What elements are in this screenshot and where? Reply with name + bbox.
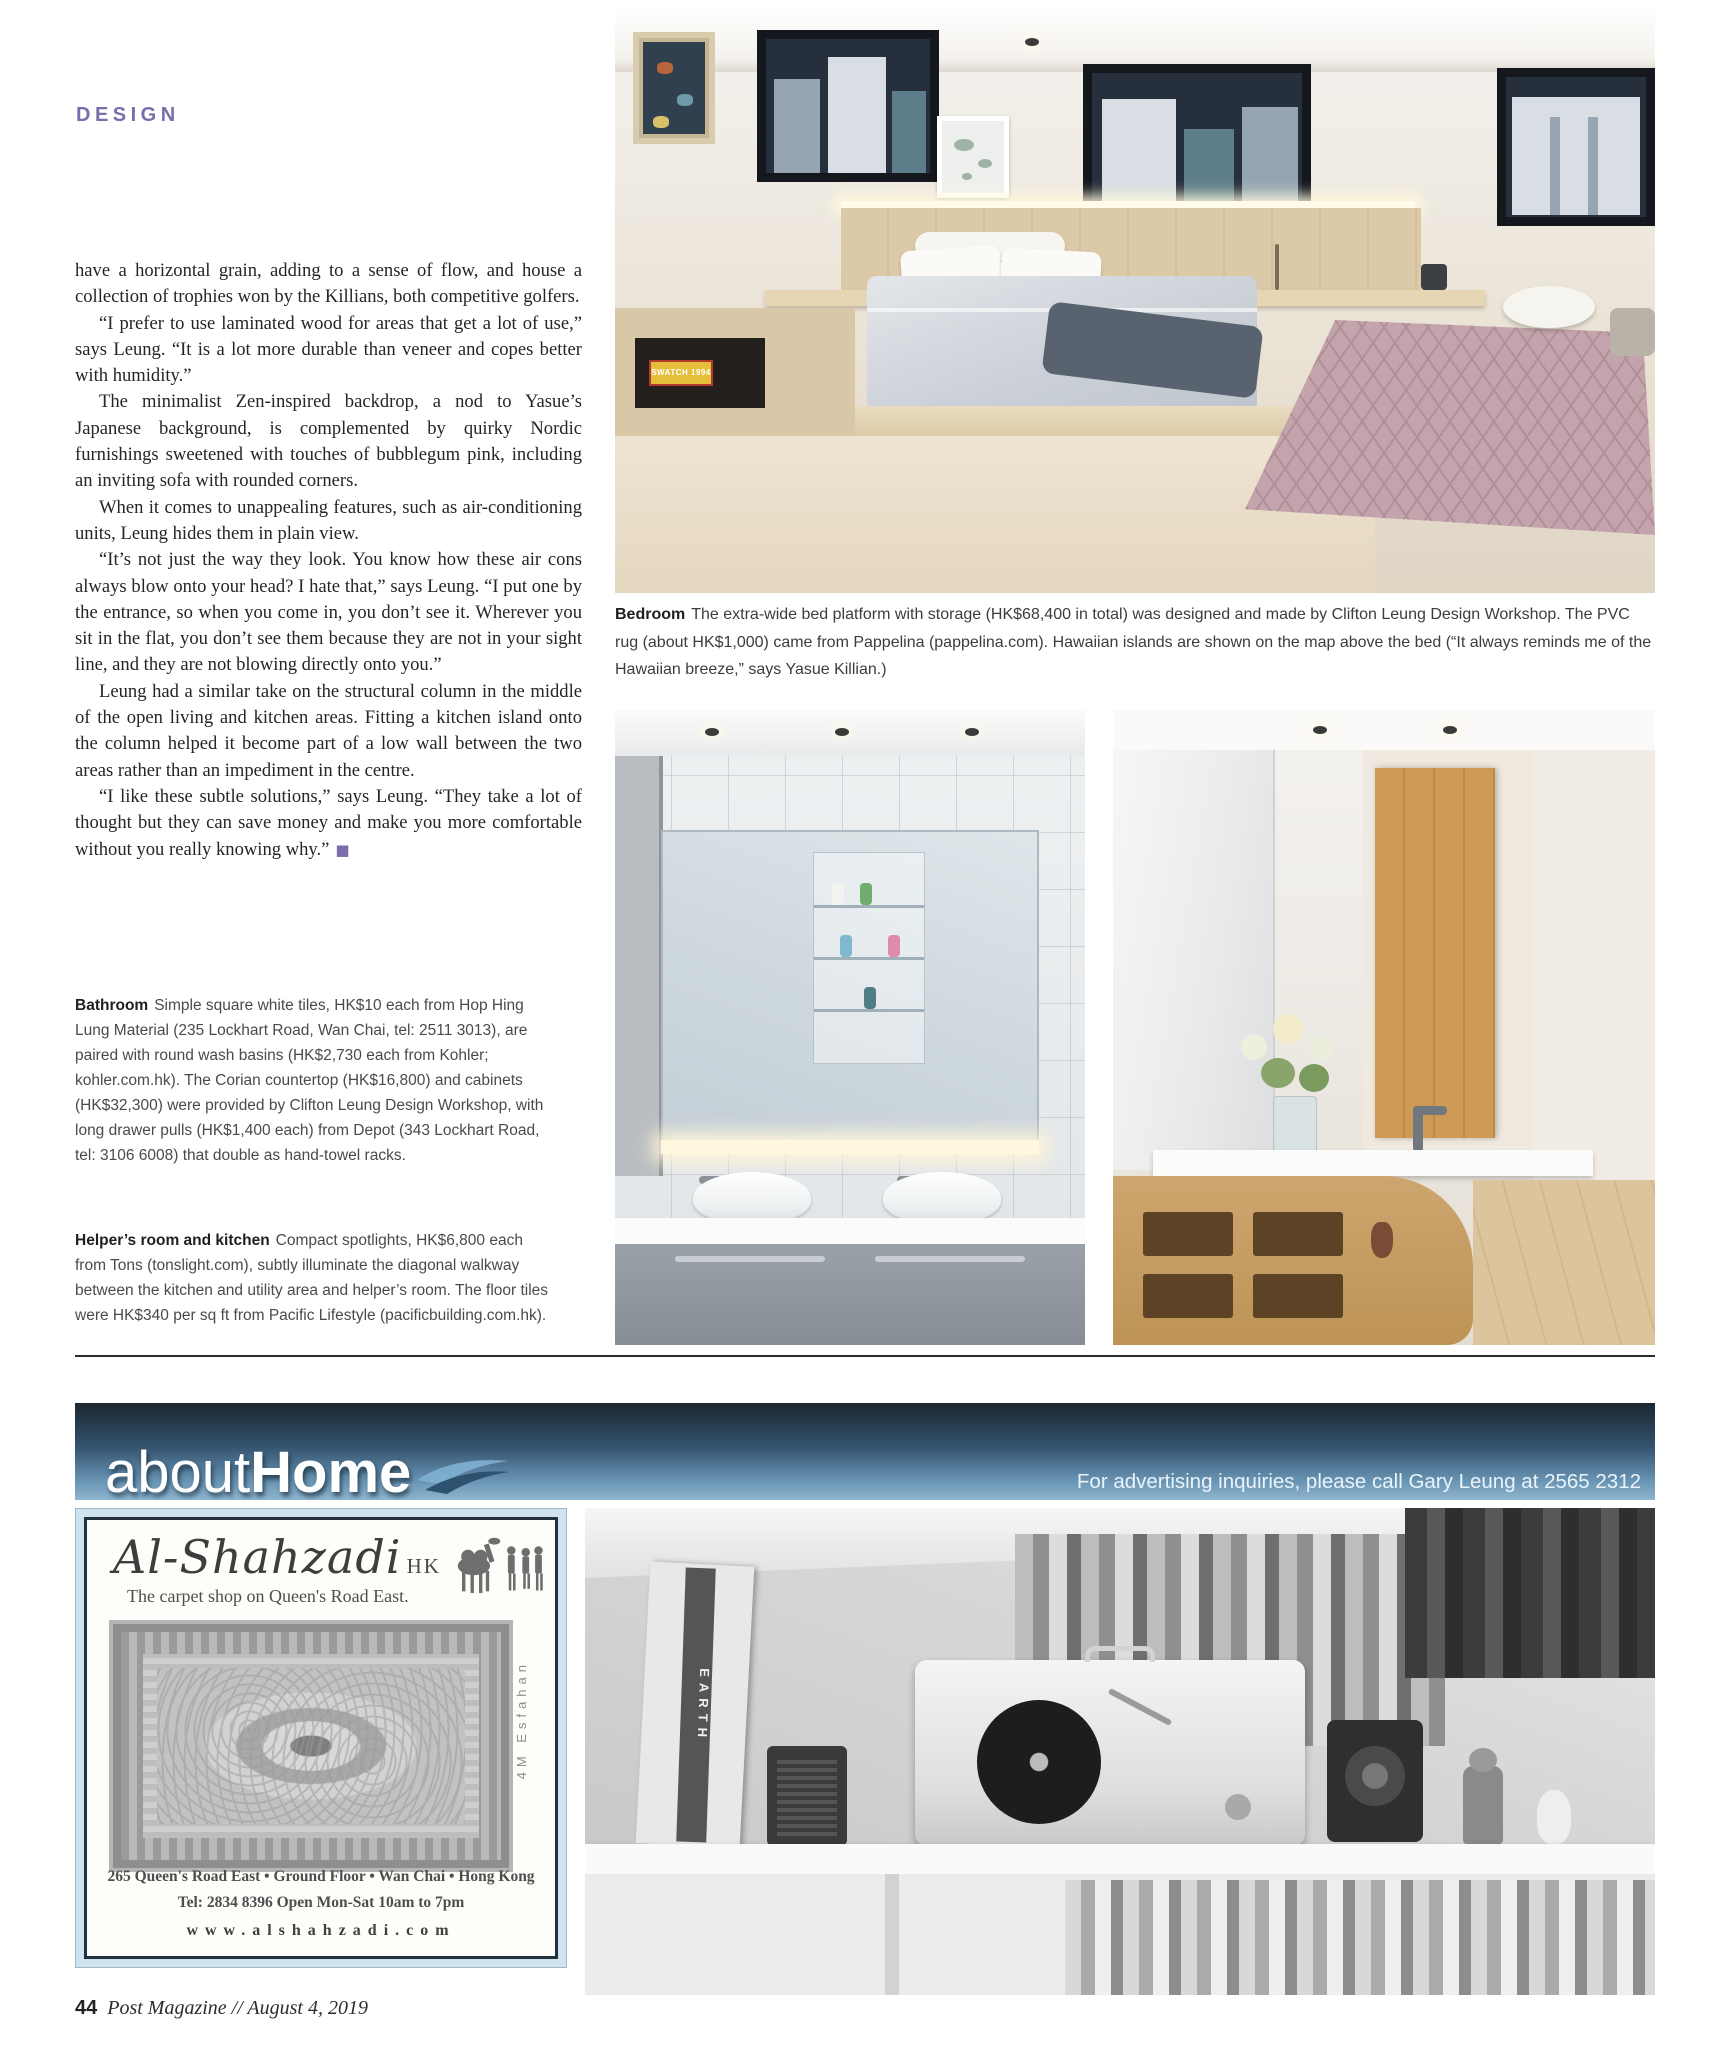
twig-vase — [1275, 244, 1279, 290]
page-number: 44 — [75, 1997, 98, 2019]
article-paragraph-text: “I like these subtle solutions,” says Leung. “They take a lot of thought but they can save money and make you more comfortable without you really knowing why.” — [75, 785, 582, 860]
floor-cushion — [1610, 308, 1655, 356]
shelf-nook — [1143, 1212, 1233, 1256]
flower — [1273, 1014, 1303, 1044]
map-artwork — [937, 116, 1009, 198]
abouthome-banner — [75, 1403, 1655, 1505]
leaves — [1299, 1064, 1329, 1092]
glass-shelf — [814, 957, 924, 960]
building — [1512, 97, 1640, 215]
record-player-photo — [585, 1508, 1655, 1995]
bedroom-caption-text: The extra-wide bed platform with storage (HK$68,400 in total) was designed and made by Clifton Leung Design Workshop. The PVC rug (about HK$1,000) came from Pappelina (pappelina.com). Hawaiian islands are shown on the map above the bed (“It always reminds me of the Hawaiian breeze,” says Yasue Killian.) — [615, 606, 1652, 678]
ceiling — [1113, 710, 1655, 750]
book-spine-label: EARTH — [676, 1568, 716, 1843]
ceiling-light — [705, 728, 719, 736]
carpet-size-label: 4M Esfahan — [514, 1660, 529, 1780]
record-player-handle — [1085, 1646, 1155, 1662]
building — [828, 57, 886, 173]
ad-website: www.alshahzadi.com — [186, 1922, 456, 1939]
ad-address: 265 Queen's Road East • Ground Floor • Wan Chai • Hong Kong — [107, 1868, 535, 1885]
building — [892, 91, 926, 173]
swoosh-icon — [415, 1452, 511, 1496]
page-footer — [75, 1997, 368, 2020]
building — [1588, 117, 1598, 215]
bathroom-photo — [615, 710, 1085, 1345]
advertising-inquiry-text: For advertising inquiries, please call Gary Leung at 2565 2312 — [1076, 1470, 1641, 1493]
cat-figurine — [1537, 1790, 1571, 1844]
ad-brand-name: Al-Shahzadi — [113, 1530, 402, 1584]
vanity-cabinet — [615, 1244, 1085, 1345]
flower — [1309, 1036, 1333, 1060]
window — [757, 30, 939, 182]
dark-books-corner — [1405, 1508, 1655, 1678]
article-paragraph: Leung had a similar take on the structural column in the middle of the open living and kitchen areas. Fitting a kitchen island onto the column helped it become part of a low wall between the two areas rather than an impediment in the centre. — [75, 680, 582, 781]
publication-date: Post Magazine // August 4, 2019 — [107, 1997, 368, 2019]
rug-pattern — [1245, 320, 1655, 535]
article-paragraph: When it comes to unappealing features, such as air-conditioning units, Leung hides them in plain view. — [75, 496, 582, 544]
glass-shelf — [814, 905, 924, 908]
drawer-pull — [875, 1256, 1025, 1262]
leaves — [1261, 1058, 1295, 1088]
shelf-board — [585, 1844, 1655, 1874]
shelf-nook — [1253, 1274, 1343, 1318]
ad-brand — [113, 1530, 441, 1584]
speaker-cone — [1345, 1746, 1405, 1806]
bathroom-caption-text: Simple square white tiles, HK$10 each from Hop Hing Lung Material (235 Lockhart Road, Wan Chai, tel: 2511 3013), are paired with round wash basins (HK$2,730 each from Kohler; kohler.com.hk). The Corian countertop (HK$16,800) and cabinets (HK$32,300) were provided by Clifton Leung Design Workshop, with long drawer pulls (HK$1,400 each) from Depot (343 Lockhart Road, tel: 3106 6008) that double as hand-towel racks. — [75, 997, 544, 1164]
abouthome-logo-bold: Home — [250, 1440, 412, 1505]
island-countertop — [1153, 1150, 1593, 1176]
carpet-texture — [157, 1668, 465, 1824]
vinyl-record — [977, 1700, 1101, 1824]
article-end-mark-icon: ■ — [335, 840, 350, 859]
bedroom-photo — [615, 8, 1655, 593]
artwork-detail — [677, 94, 693, 106]
drawer-pull — [675, 1256, 825, 1262]
wood-floor — [1473, 1180, 1655, 1345]
ad-tagline: The carpet shop on Queen's Road East. — [127, 1586, 409, 1606]
camel-and-figures-icon — [445, 1526, 547, 1604]
swatch-box: SWATCH 1994 — [649, 360, 713, 386]
section-label: DESIGN — [76, 104, 180, 126]
al-shahzadi-ad — [75, 1508, 567, 1968]
ceiling-light — [1313, 726, 1327, 734]
speaker-grille — [777, 1756, 837, 1836]
ad-phone-hours: Tel: 2834 8396 Open Mon-Sat 10am to 7pm — [177, 1894, 465, 1911]
carpet-image — [109, 1620, 513, 1872]
framed-artwork — [633, 32, 715, 144]
article-paragraph: have a horizontal grain, adding to a sense of flow, and house a collection of trophies won by the Killians, both competitive golfers. — [75, 260, 582, 308]
bathroom-caption-label: Bathroom — [75, 997, 149, 1014]
right-wall — [1533, 750, 1655, 1180]
map-island — [954, 139, 974, 151]
building — [1184, 129, 1234, 207]
helpers-room-caption-label: Helper’s room and kitchen — [75, 1232, 270, 1249]
mirror — [661, 830, 1039, 1142]
shelf-nook — [1143, 1274, 1233, 1318]
ceiling-light — [1025, 38, 1039, 46]
flower — [1241, 1034, 1267, 1060]
helpers-room-caption — [75, 1228, 553, 1328]
article-paragraph: “It’s not just the way they look. You know how these air cons always blow onto your head? I hate that,” says Leung. “I put one by the entrance, so when you come in, you don’t see it. Wherever you sit in the flat, you don’t see them because they are not in your sight line, and they are not blowing directly onto you.” — [75, 549, 582, 676]
platform-front — [615, 436, 1375, 593]
curved-wood-island — [1113, 1176, 1473, 1345]
speaker-right — [1327, 1720, 1423, 1842]
glass-shelf — [814, 1009, 924, 1012]
ceiling-light — [1443, 726, 1457, 734]
artwork-canvas — [643, 42, 705, 134]
article-paragraph — [75, 784, 582, 863]
glass-vase — [1273, 1096, 1317, 1156]
building — [1242, 107, 1298, 207]
abouthome-logo-light: about — [105, 1440, 251, 1505]
pvc-rug — [1245, 320, 1655, 535]
bedroom-caption-label: Bedroom — [615, 606, 686, 623]
bedside-clock — [1421, 264, 1447, 290]
window — [1083, 64, 1311, 216]
ad-brand-suffix: HK — [406, 1554, 441, 1578]
window — [1497, 68, 1655, 226]
kitchen-photo — [1113, 710, 1655, 1345]
article-body — [75, 258, 582, 863]
door-edge — [615, 756, 663, 1176]
shelf-nook — [1253, 1212, 1343, 1256]
toiletry-bottle — [832, 883, 844, 905]
flower-bouquet — [1233, 1006, 1353, 1102]
glass-shelf-unit — [813, 852, 925, 1064]
mirror-backlight — [661, 1140, 1039, 1154]
wood-sliding-door — [1375, 768, 1495, 1138]
ceiling-light — [835, 728, 849, 736]
article-paragraph: “I prefer to use laminated wood for areas that get a lot of use,” says Leung. “It is a lot more durable than veneer and copes better with humidity.” — [75, 312, 582, 387]
ceramic-vase — [1371, 1222, 1393, 1258]
abouthome-logo — [105, 1439, 507, 1506]
wash-basin-right — [883, 1172, 1001, 1224]
artwork-detail — [653, 116, 669, 128]
building — [1550, 117, 1560, 215]
speaker-left — [767, 1746, 847, 1846]
ceiling-light — [965, 728, 979, 736]
ceiling — [615, 710, 1085, 756]
bedroom-caption — [615, 601, 1655, 684]
corian-countertop — [615, 1218, 1085, 1244]
bathroom-caption — [75, 993, 553, 1168]
ad-frame — [84, 1517, 558, 1959]
section-divider — [75, 1355, 1655, 1357]
white-pouf — [1503, 286, 1595, 328]
helpers-room-caption-text: Compact spotlights, HK$6,800 each from Tons (tonslight.com), subtly illuminate the diagonal walkway between the kitchen and utility area and helper’s room. The floor tiles were HK$340 per sq ft from Pacific Lifestyle (pacificbuilding.com.hk). — [75, 1232, 549, 1324]
glossy-cabinet-wall — [1113, 750, 1275, 1170]
control-knob — [1225, 1794, 1251, 1820]
book-row-bottom — [1065, 1880, 1655, 1995]
toiletry-bottle — [840, 935, 852, 957]
map-island — [962, 173, 972, 180]
wash-basin-left — [693, 1172, 811, 1224]
kitchen-faucet — [1413, 1106, 1423, 1152]
toiletry-bottle — [864, 987, 876, 1009]
shelf-divider — [885, 1874, 899, 1995]
robot-figurine — [1463, 1766, 1503, 1844]
toiletry-bottle — [888, 935, 900, 957]
map-island — [978, 159, 992, 168]
building — [774, 79, 820, 173]
building — [1102, 99, 1176, 207]
toiletry-bottle — [860, 883, 872, 905]
article-paragraph: The minimalist Zen-inspired backdrop, a nod to Yasue’s Japanese background, is complemented by quirky Nordic furnishings sweetened with touches of bubblegum pink, including an inviting sofa with rounded corners. — [75, 391, 582, 492]
artwork-detail — [657, 62, 673, 74]
